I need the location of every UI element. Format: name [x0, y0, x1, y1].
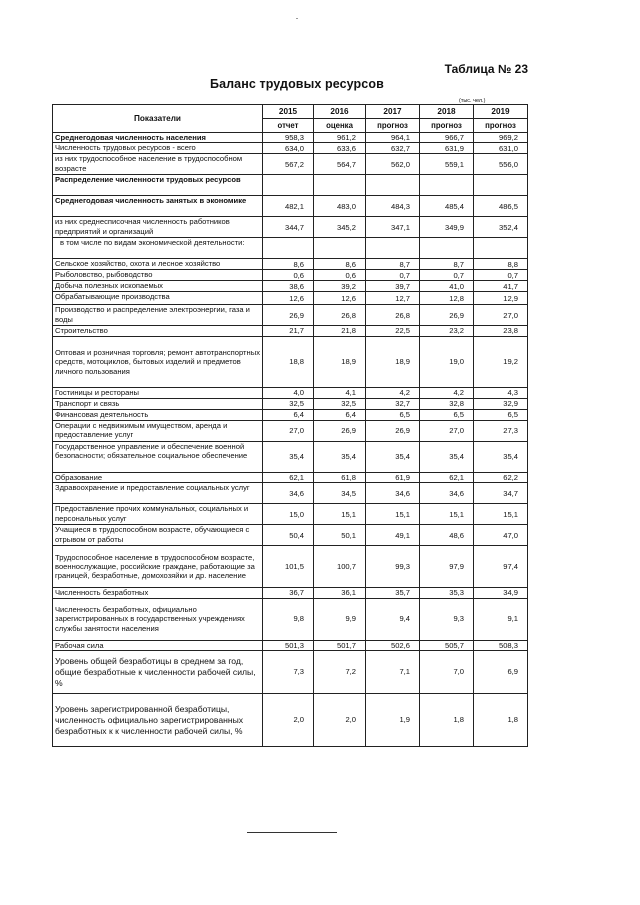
value-cell: 969,2	[474, 133, 528, 143]
value-cell: 22,5	[366, 326, 420, 336]
value-cell	[474, 175, 528, 196]
value-cell: 48,6	[420, 525, 474, 546]
value-cell: 347,1	[366, 217, 420, 238]
table-row	[53, 420, 528, 441]
value-cell: 12,6	[314, 292, 366, 305]
row-label: Строительство	[53, 326, 263, 336]
value-cell: 39,7	[366, 281, 420, 292]
value-cell	[263, 175, 314, 196]
row-label: Уровень общей безработицы в среднем за год, общие безработные к численности рабочей силы, %	[53, 651, 263, 694]
value-cell: 15,0	[263, 504, 314, 525]
value-type-header: прогноз	[366, 119, 420, 133]
value-cell: 634,0	[263, 143, 314, 154]
value-cell: 21,8	[314, 326, 366, 336]
row-label: Численность безработных, официально зарегистрированных в государственных учреждениях службы занятости населения	[53, 598, 263, 640]
value-cell: 35,7	[366, 588, 420, 598]
value-cell: 631,9	[420, 143, 474, 154]
value-cell: 36,1	[314, 588, 366, 598]
table-row	[53, 259, 528, 270]
value-cell: 41,0	[420, 281, 474, 292]
value-cell: 501,7	[314, 640, 366, 650]
value-cell: 61,9	[366, 472, 420, 482]
value-cell: 9,3	[420, 598, 474, 640]
value-cell: 9,4	[366, 598, 420, 640]
table-row	[53, 640, 528, 650]
value-cell: 12,6	[263, 292, 314, 305]
value-cell: 36,7	[263, 588, 314, 598]
value-cell: 12,9	[474, 292, 528, 305]
table-row	[53, 196, 528, 217]
value-cell: 562,0	[366, 154, 420, 175]
row-label: из них трудоспособное население в трудоспособном возрасте	[53, 154, 263, 175]
value-cell: 26,9	[366, 420, 420, 441]
table-body	[53, 133, 528, 747]
value-cell: 633,6	[314, 143, 366, 154]
value-cell	[263, 238, 314, 259]
value-cell: 35,4	[366, 441, 420, 472]
value-cell: 26,8	[314, 305, 366, 326]
row-label: Среднегодовая численность занятых в экономике	[53, 196, 263, 217]
table-row	[53, 154, 528, 175]
value-cell: 97,9	[420, 546, 474, 588]
year-header: 2017	[366, 105, 420, 119]
table-row	[53, 387, 528, 398]
value-type-header: прогноз	[420, 119, 474, 133]
value-cell: 47,0	[474, 525, 528, 546]
value-cell: 349,9	[420, 217, 474, 238]
value-cell: 34,5	[314, 483, 366, 504]
value-cell: 483,0	[314, 196, 366, 217]
table-row	[53, 588, 528, 598]
value-cell: 632,7	[366, 143, 420, 154]
table-row	[53, 217, 528, 238]
value-cell: 27,0	[263, 420, 314, 441]
value-cell: 6,5	[366, 409, 420, 420]
value-cell: 7,1	[366, 651, 420, 694]
value-cell: 1,9	[366, 694, 420, 747]
value-cell: 567,2	[263, 154, 314, 175]
table-row	[53, 546, 528, 588]
footer-divider	[247, 832, 337, 833]
value-cell: 18,8	[263, 336, 314, 387]
row-label: Предоставление прочих коммунальных, социальных и персональных услуг	[53, 504, 263, 525]
row-label: Учащиеся в трудоспособном возрасте, обучающиеся с отрывом от работы	[53, 525, 263, 546]
value-cell: 35,4	[263, 441, 314, 472]
value-cell: 34,6	[366, 483, 420, 504]
value-cell: 7,3	[263, 651, 314, 694]
row-label: Транспорт и связь	[53, 398, 263, 409]
value-cell: 19,2	[474, 336, 528, 387]
value-cell: 6,4	[314, 409, 366, 420]
value-cell: 8,6	[263, 259, 314, 270]
value-cell: 0,7	[474, 270, 528, 281]
value-cell	[314, 175, 366, 196]
value-cell: 26,9	[263, 305, 314, 326]
value-cell: 964,1	[366, 133, 420, 143]
value-cell: 0,6	[263, 270, 314, 281]
value-cell: 41,7	[474, 281, 528, 292]
value-cell: 505,7	[420, 640, 474, 650]
value-cell: 9,8	[263, 598, 314, 640]
row-label: Здравоохранение и предоставление социальных услуг	[53, 483, 263, 504]
value-cell: 26,8	[366, 305, 420, 326]
value-cell: 508,3	[474, 640, 528, 650]
row-label: Трудоспособное население в трудоспособном возрасте, военнослужащие, российские граждане, работающие за границей, безработные, домохозяйки и др. население	[53, 546, 263, 588]
value-cell: 4,3	[474, 387, 528, 398]
value-cell: 4,2	[366, 387, 420, 398]
value-cell: 8,8	[474, 259, 528, 270]
value-cell: 486,5	[474, 196, 528, 217]
value-cell: 0,7	[420, 270, 474, 281]
row-label: Уровень зарегистрированной безработицы, численность официально зарегистрированных безработных к к численности рабочей силы, %	[53, 694, 263, 747]
value-cell: 966,7	[420, 133, 474, 143]
table-row	[53, 525, 528, 546]
table-row	[53, 472, 528, 482]
row-label: Операции с недвижимым имуществом, аренда и предоставление услуг	[53, 420, 263, 441]
value-cell: 101,5	[263, 546, 314, 588]
value-cell: 99,3	[366, 546, 420, 588]
value-cell	[314, 238, 366, 259]
table-row	[53, 326, 528, 336]
row-label: Финансовая деятельность	[53, 409, 263, 420]
header-row-years	[53, 105, 528, 119]
value-cell: 1,8	[420, 694, 474, 747]
table-row	[53, 336, 528, 387]
value-cell: 8,7	[366, 259, 420, 270]
table-row	[53, 598, 528, 640]
value-cell: 961,2	[314, 133, 366, 143]
value-cell: 35,4	[314, 441, 366, 472]
units-note: (тыс. чел.)	[459, 98, 486, 104]
value-cell: 6,4	[263, 409, 314, 420]
table-row	[53, 175, 528, 196]
table-row	[53, 483, 528, 504]
value-cell: 352,4	[474, 217, 528, 238]
indicator-header: Показатели	[53, 105, 263, 133]
row-label: Государственное управление и обеспечение военной безопасности; обязательное социальное обеспечение	[53, 441, 263, 472]
row-label: Добыча полезных ископаемых	[53, 281, 263, 292]
value-cell: 50,1	[314, 525, 366, 546]
value-cell: 27,3	[474, 420, 528, 441]
value-cell: 6,5	[420, 409, 474, 420]
row-label: Сельское хозяйство, охота и лесное хозяйство	[53, 259, 263, 270]
value-type-header: прогноз	[474, 119, 528, 133]
value-cell: 34,6	[263, 483, 314, 504]
table-row	[53, 238, 528, 259]
value-cell: 12,8	[420, 292, 474, 305]
value-cell: 23,8	[474, 326, 528, 336]
value-cell: 18,9	[314, 336, 366, 387]
year-header: 2015	[263, 105, 314, 119]
row-label: Образование	[53, 472, 263, 482]
value-cell: 502,6	[366, 640, 420, 650]
value-cell: 62,1	[263, 472, 314, 482]
value-cell: 32,9	[474, 398, 528, 409]
table-row	[53, 398, 528, 409]
value-cell: 26,9	[420, 305, 474, 326]
table-row	[53, 133, 528, 143]
value-cell: 97,4	[474, 546, 528, 588]
value-cell: 34,9	[474, 588, 528, 598]
value-cell: 345,2	[314, 217, 366, 238]
value-cell: 38,6	[263, 281, 314, 292]
value-cell: 39,2	[314, 281, 366, 292]
year-header: 2016	[314, 105, 366, 119]
value-cell: 35,3	[420, 588, 474, 598]
value-cell: 15,1	[474, 504, 528, 525]
value-cell: 564,7	[314, 154, 366, 175]
value-cell: 62,2	[474, 472, 528, 482]
table-row	[53, 270, 528, 281]
value-cell	[366, 175, 420, 196]
row-label: Оптовая и розничная торговля; ремонт автотранспортных средств, мотоциклов, бытовых изделий и предметов личного пользования	[53, 336, 263, 387]
table-row	[53, 441, 528, 472]
row-label: Численность трудовых ресурсов - всего	[53, 143, 263, 154]
value-cell: 32,5	[314, 398, 366, 409]
row-label: из них среднесписочная численность работников предприятий и организаций	[53, 217, 263, 238]
value-cell: 62,1	[420, 472, 474, 482]
value-cell: 35,4	[420, 441, 474, 472]
table-row	[53, 281, 528, 292]
value-cell: 0,7	[366, 270, 420, 281]
value-cell	[474, 238, 528, 259]
value-cell: 15,1	[314, 504, 366, 525]
value-cell: 8,6	[314, 259, 366, 270]
value-cell: 19,0	[420, 336, 474, 387]
table-row	[53, 292, 528, 305]
value-cell: 1,8	[474, 694, 528, 747]
row-label: Рабочая сила	[53, 640, 263, 650]
row-label: Обрабатывающие производства	[53, 292, 263, 305]
value-cell: 18,9	[366, 336, 420, 387]
value-cell: 35,4	[474, 441, 528, 472]
value-cell: 4,0	[263, 387, 314, 398]
value-cell: 21,7	[263, 326, 314, 336]
table-row	[53, 651, 528, 694]
table-row	[53, 409, 528, 420]
table-row	[53, 143, 528, 154]
value-cell: 344,7	[263, 217, 314, 238]
value-cell: 2,0	[314, 694, 366, 747]
document-title: Баланс трудовых ресурсов	[210, 77, 384, 91]
value-cell: 32,5	[263, 398, 314, 409]
value-cell: 482,1	[263, 196, 314, 217]
table-number: Таблица № 23	[444, 62, 528, 76]
value-cell: 6,5	[474, 409, 528, 420]
value-cell: 12,7	[366, 292, 420, 305]
row-label: Распределение численности трудовых ресурсов	[53, 175, 263, 196]
value-cell: 61,8	[314, 472, 366, 482]
value-cell: 7,2	[314, 651, 366, 694]
value-cell: 7,0	[420, 651, 474, 694]
value-cell: 15,1	[420, 504, 474, 525]
value-cell: 485,4	[420, 196, 474, 217]
value-cell: 9,9	[314, 598, 366, 640]
value-cell: 49,1	[366, 525, 420, 546]
value-cell: 32,8	[420, 398, 474, 409]
row-label: Численность безработных	[53, 588, 263, 598]
value-cell: 8,7	[420, 259, 474, 270]
value-cell: 27,0	[420, 420, 474, 441]
value-cell: 9,1	[474, 598, 528, 640]
row-label: в том числе по видам экономической деятельности:	[53, 238, 263, 259]
value-cell: 34,6	[420, 483, 474, 504]
table-row	[53, 694, 528, 747]
value-cell: 501,3	[263, 640, 314, 650]
value-cell	[366, 238, 420, 259]
row-label: Среднегодовая численность населения	[53, 133, 263, 143]
table-row	[53, 504, 528, 525]
row-label: Гостиницы и рестораны	[53, 387, 263, 398]
value-cell	[420, 175, 474, 196]
value-type-header: отчет	[263, 119, 314, 133]
labor-balance-table	[52, 104, 528, 747]
value-cell: 631,0	[474, 143, 528, 154]
table-row	[53, 305, 528, 326]
value-cell: 27,0	[474, 305, 528, 326]
value-cell: 0,6	[314, 270, 366, 281]
value-type-header: оценка	[314, 119, 366, 133]
value-cell: 556,0	[474, 154, 528, 175]
value-cell: 26,9	[314, 420, 366, 441]
value-cell: 2,0	[263, 694, 314, 747]
value-cell: 559,1	[420, 154, 474, 175]
year-header: 2018	[420, 105, 474, 119]
value-cell: 100,7	[314, 546, 366, 588]
year-header: 2019	[474, 105, 528, 119]
value-cell: 484,3	[366, 196, 420, 217]
value-cell: 32,7	[366, 398, 420, 409]
value-cell: 4,2	[420, 387, 474, 398]
value-cell: 4,1	[314, 387, 366, 398]
row-label: Рыболовство, рыбоводство	[53, 270, 263, 281]
value-cell: 23,2	[420, 326, 474, 336]
row-label: Производство и распределение электроэнергии, газа и воды	[53, 305, 263, 326]
value-cell: 6,9	[474, 651, 528, 694]
scan-mark	[296, 18, 298, 19]
value-cell: 50,4	[263, 525, 314, 546]
value-cell	[420, 238, 474, 259]
value-cell: 15,1	[366, 504, 420, 525]
value-cell: 958,3	[263, 133, 314, 143]
value-cell: 34,7	[474, 483, 528, 504]
